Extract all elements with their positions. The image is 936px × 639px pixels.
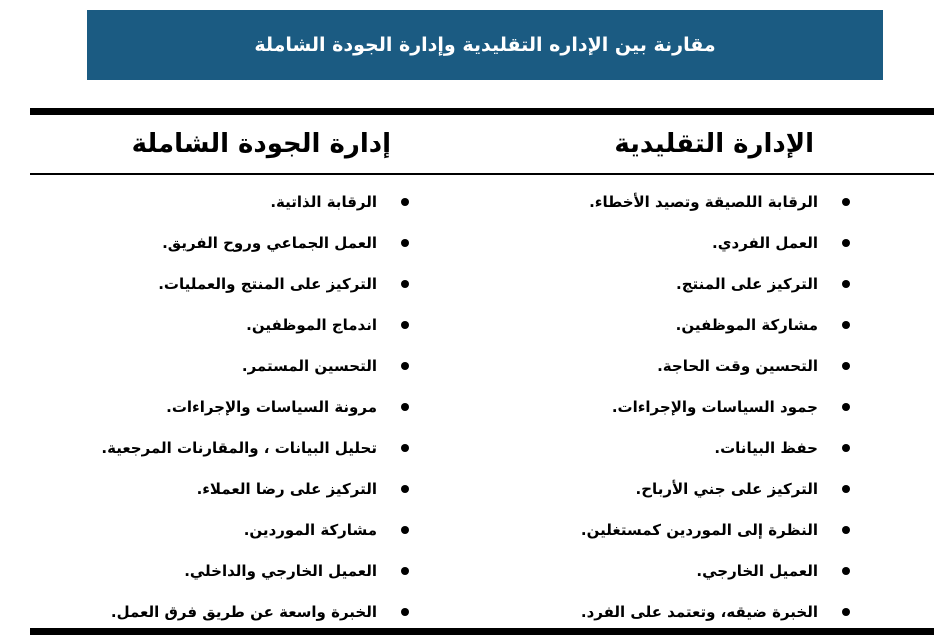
bullet-dot-icon: [842, 567, 850, 575]
title-banner: [87, 10, 883, 80]
list-item: [101, 550, 409, 591]
table-bottom-rule: [30, 628, 934, 635]
list-item: [101, 263, 409, 304]
list-item: [581, 468, 850, 509]
list-item: [101, 222, 409, 263]
list-item: [101, 468, 409, 509]
bullet-dot-icon: [401, 444, 409, 452]
list-item: [101, 427, 409, 468]
list-item-text: العمل الجماعي وروح الفريق.: [162, 233, 377, 252]
list-item-text: التركيز على جني الأرباح.: [635, 479, 818, 498]
bullet-dot-icon: [842, 280, 850, 288]
list-item: [101, 304, 409, 345]
list-item-text: تحليل البيانات ، والمقارنات المرجعية.: [101, 438, 377, 457]
list-item-text: العمل الفردي.: [712, 233, 818, 252]
page-title: مقارنة بين الإداره التقليدية وإدارة الجودة الشاملة: [254, 34, 716, 56]
list-item: [581, 591, 850, 632]
bullet-dot-icon: [842, 198, 850, 206]
table-top-rule: [30, 108, 934, 115]
list-item: [581, 345, 850, 386]
list-item-text: اندماج الموظفين.: [246, 315, 377, 334]
list-item-text: العميل الخارجي.: [696, 561, 818, 580]
bullet-dot-icon: [842, 485, 850, 493]
bullet-dot-icon: [842, 239, 850, 247]
bullet-dot-icon: [401, 567, 409, 575]
bullet-dot-icon: [401, 403, 409, 411]
bullet-dot-icon: [401, 485, 409, 493]
list-item: [581, 263, 850, 304]
header-divider-rule: [30, 173, 934, 175]
list-item: [101, 386, 409, 427]
list-item: [101, 345, 409, 386]
list-item: [581, 550, 850, 591]
list-item: [581, 386, 850, 427]
list-item: [101, 509, 409, 550]
list-item-text: الخبرة ضيقه، وتعتمد على الفرد.: [580, 602, 818, 621]
list-item-text: التحسين وقت الحاجة.: [657, 356, 818, 375]
bullet-dot-icon: [401, 362, 409, 370]
traditional-column-header: الإدارة التقليدية: [614, 129, 814, 159]
list-item: [581, 427, 850, 468]
bullet-dot-icon: [842, 321, 850, 329]
list-item-text: مشاركة الموظفين.: [675, 315, 818, 334]
list-item-text: التحسين المستمر.: [241, 356, 377, 375]
list-item: [581, 509, 850, 550]
list-item-text: حفظ البيانات.: [714, 438, 818, 457]
bullet-dot-icon: [401, 280, 409, 288]
tqm-items-list: [101, 181, 409, 632]
bullet-dot-icon: [842, 403, 850, 411]
bullet-dot-icon: [842, 526, 850, 534]
list-item-text: التركيز على المنتج والعمليات.: [158, 274, 377, 293]
list-item: [581, 181, 850, 222]
bullet-dot-icon: [842, 444, 850, 452]
list-item-text: جمود السياسات والإجراءات.: [611, 397, 818, 416]
list-item-text: العميل الخارجي والداخلي.: [184, 561, 377, 580]
list-item: [101, 181, 409, 222]
list-item-text: التركيز على المنتج.: [676, 274, 818, 293]
bullet-dot-icon: [842, 608, 850, 616]
list-item-text: الرقابة اللصيقة وتصيد الأخطاء.: [589, 192, 818, 211]
list-item: [101, 591, 409, 632]
list-item-text: مشاركة الموردين.: [243, 520, 377, 539]
list-item-text: مرونة السياسات والإجراءات.: [166, 397, 377, 416]
list-item: [581, 304, 850, 345]
list-item-text: التركيز على رضا العملاء.: [196, 479, 377, 498]
bullet-dot-icon: [401, 526, 409, 534]
bullet-dot-icon: [401, 198, 409, 206]
bullet-dot-icon: [401, 239, 409, 247]
list-item-text: الخبرة واسعة عن طريق فرق العمل.: [110, 602, 377, 621]
list-item: [581, 222, 850, 263]
list-item-text: النظرة إلى الموردين كمستغلين.: [580, 520, 818, 539]
tqm-column-header: إدارة الجودة الشاملة: [131, 129, 391, 159]
list-item-text: الرقابة الذاتية.: [270, 192, 377, 211]
bullet-dot-icon: [401, 608, 409, 616]
bullet-dot-icon: [401, 321, 409, 329]
bullet-dot-icon: [842, 362, 850, 370]
traditional-items-list: [581, 181, 850, 632]
